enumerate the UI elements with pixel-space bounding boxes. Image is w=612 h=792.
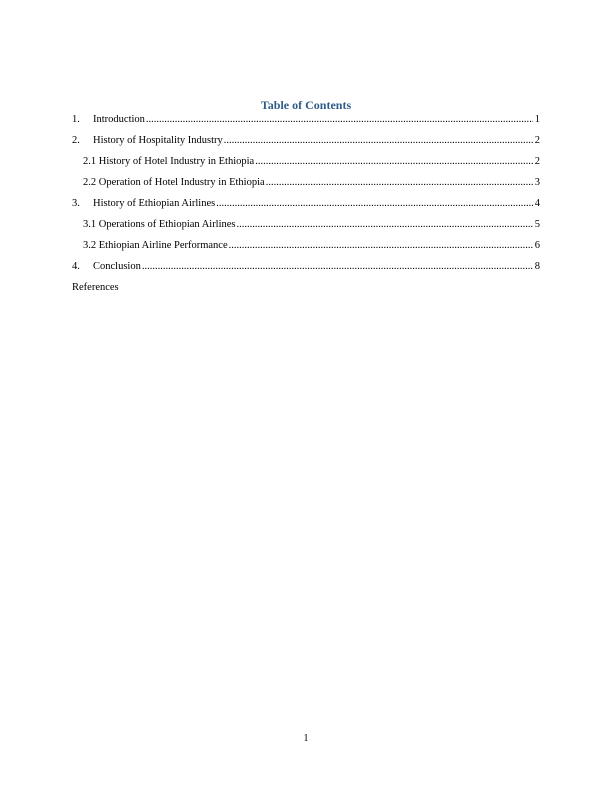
toc-entry-label: History of Hospitality Industry: [93, 135, 223, 146]
toc-dot-leader: [224, 134, 533, 148]
toc-entry-label: History of Ethiopian Airlines: [93, 198, 216, 209]
toc-entry-hotel-operation[interactable]: [72, 176, 540, 197]
toc-entry-page: 5: [534, 219, 540, 230]
toc-entry-page: 2: [534, 156, 540, 167]
toc-entry-history-hospitality[interactable]: [72, 134, 540, 155]
toc-dot-leader: [266, 176, 533, 190]
toc-dot-leader: [146, 113, 533, 127]
toc-entry-page: 2: [534, 135, 540, 146]
toc-entry-label: References: [72, 282, 119, 293]
toc-entry-number: 4.: [72, 261, 80, 272]
toc-entry-label: 3.1 Operations of Ethiopian Airlines: [83, 219, 236, 230]
toc-entry-airline-performance[interactable]: [72, 239, 540, 260]
toc-entry-page: 4: [534, 198, 540, 209]
toc-entry-label: 2.2 Operation of Hotel Industry in Ethiopia: [83, 177, 265, 188]
toc-list: [72, 113, 540, 297]
toc-entry-label: 2.1 History of Hotel Industry in Ethiopia: [83, 156, 255, 167]
toc-dot-leader: [255, 155, 533, 169]
toc-entry-number: 2.: [72, 135, 80, 146]
toc-entry-airline-operations[interactable]: [72, 218, 540, 239]
toc-entry-label: Conclusion: [93, 261, 141, 272]
toc-entry-label: 3.2 Ethiopian Airline Performance: [83, 240, 228, 251]
toc-entry-number: 3.: [72, 198, 80, 209]
toc-entry-page: 3: [534, 177, 540, 188]
toc-dot-leader: [237, 218, 533, 232]
toc-entry-number: 1.: [72, 114, 80, 125]
toc-dot-leader: [142, 260, 533, 274]
toc-entry-page: 6: [534, 240, 540, 251]
toc-entry-page: 8: [534, 261, 540, 272]
toc-entry-page: 1: [534, 114, 540, 125]
toc-entry-label: Introduction: [93, 114, 145, 125]
toc-entry-references[interactable]: [72, 281, 540, 297]
toc-entry-hotel-history[interactable]: [72, 155, 540, 176]
toc-entry-history-airlines[interactable]: [72, 197, 540, 218]
toc-entry-conclusion[interactable]: [72, 260, 540, 281]
toc-title: Table of Contents: [260, 98, 352, 112]
toc-entry-introduction[interactable]: [72, 113, 540, 134]
page-number: 1: [303, 733, 309, 744]
toc-dot-leader: [229, 239, 533, 253]
toc-dot-leader: [216, 197, 533, 211]
